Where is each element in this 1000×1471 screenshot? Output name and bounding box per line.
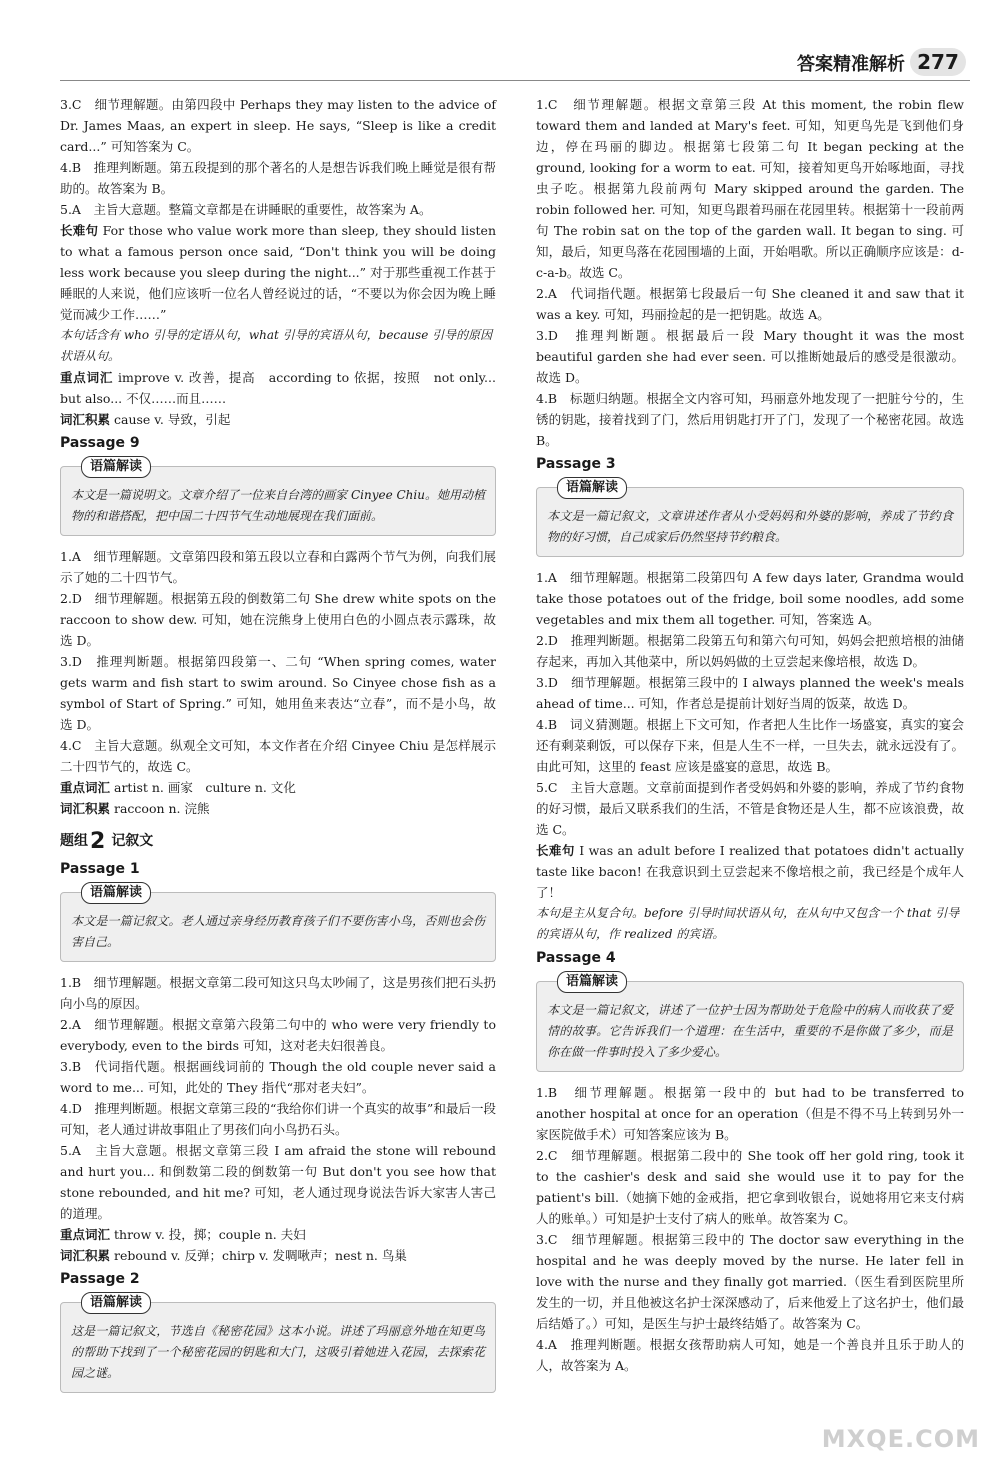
intro-label: 语篇解读	[557, 971, 627, 993]
key-words-text: throw v. 投，掷；couple n. 夫妇	[114, 1227, 306, 1242]
answer-item: 1.B 细节理解题。根据文章第二段可知这只鸟太吵闹了，这是男孩们把石头扔向小鸟的原因。	[60, 975, 496, 1011]
passage-2-intro: 这是一篇记叙文，节选自《秘密花园》这本小说。讲述了玛丽意外地在知更鸟的帮助下找到了一个秘密花园的钥匙和大门，这吸引着她进入花园，去探索花园之谜。	[71, 1324, 485, 1380]
passage-1-intro: 本文是一篇记叙文。老人通过亲身经历教育孩子们不要伤害小鸟，否则也会伤害自己。	[71, 914, 485, 949]
answer-item: 4.A 推理判断题。根据女孩帮助病人可知，她是一个善良并且乐于助人的人，故答案为 A。	[536, 1337, 964, 1373]
passage-4-intro: 本文是一篇记叙文，讲述了一位护士因为帮助处于危险中的病人而收获了爱情的故事。它告诉我们一个道理：在生活中，重要的不是你做了多少，而是你在做一件事时投入了多少爱心。	[547, 1003, 953, 1059]
passage-9-intro-box	[60, 459, 496, 536]
long-sentence-text: I was an adult before I realized that potatoes didn't actually taste like bacon! 在我意识到土豆尝起来不像培根之前，我已经是个成年人了！	[536, 843, 964, 900]
answer-item: 4.B 推理判断题。第五段提到的那个著名的人是想告诉我们晚上睡觉是很有帮助的。故答案为 B。	[60, 160, 496, 196]
answer-item: 3.C 细节理解题。根据第三段中的 The doctor saw everything in the hospital and he was deeply moved by the nurse. He later fell in love with the nurse and they finally got married.（医生看到医院里所发生的一切，并且他被这名护士深深感动了，后来他爱上了这名护士，他们最后结婚了。）可知，是医生与护士最终结婚了。故答案为 C。	[536, 1232, 964, 1331]
answer-item: 2.A 细节理解题。根据文章第六段第二句中的 who were very friendly to everybody, even to the birds 可知，这对老夫妇很善良。	[60, 1017, 496, 1053]
key-words-tag: 重点词汇	[60, 780, 111, 795]
answer-item: 3.D 细节理解题。根据第三段中的 I always planned the week's meals ahead of time... 可知，作者总是提前计划好当周的饭菜，故选 D。	[536, 675, 964, 711]
passage-4-title: Passage 4	[536, 950, 616, 966]
answer-item: 4.C 主旨大意题。纵观全文可知，本文作者在介绍 Cinyee Chiu 是怎样展示二十四节气的，故选 C。	[60, 738, 496, 774]
passage-3-intro-box	[536, 480, 964, 557]
right-column	[536, 94, 964, 1376]
long-sentence	[536, 840, 964, 903]
answer-item: 3.D 推理判断题。根据第四段第一、二句 “When spring comes, water gets warm and fish start to swim around. So Cinyee chose fish as a symbol of Start of Spring.” 可知，她用鱼来表达“立春”，而不是小鸟，故选 D。	[60, 654, 496, 732]
answer-item: 1.A 细节理解题。根据第二段第四句 A few days later, Grandma would take those potatoes out of the fridge, boil some noodles, add some vegetables and mix them all together. 可知，答案选 A。	[536, 570, 964, 627]
long-sentence-note: 本句话含有 who 引导的定语从句，what 引导的宾语从句，because 引导的原因状语从句。	[60, 328, 493, 363]
key-words	[60, 1224, 496, 1245]
vocab-text: cause v. 导致，引起	[114, 412, 231, 427]
watermark: MXQE.COM	[821, 1425, 980, 1453]
long-sentence-note: 本句是主从复合句。before 引导时间状语从句，在从句中又包含一个 that 引导的宾语从句，作 realized 的宾语。	[536, 906, 960, 941]
key-words-text: artist n. 画家 culture n. 文化	[114, 780, 296, 795]
page-header	[0, 0, 1000, 90]
answer-item: 4.D 推理判断题。根据文章第三段的“我给你们讲一个真实的故事”和最后一段可知，老人通过讲故事阻止了男孩们向小鸟扔石头。	[60, 1101, 496, 1137]
answer-item: 1.C 细节理解题。根据文章第三段 At this moment, the robin flew toward them and landed at Mary's feet. 可知，知更鸟先是飞到他们身边，停在玛丽的脚边。根据第七段第二句 It began pecking at the ground, looking for a worm to eat. 可知，接着知更鸟开始啄地面，寻找虫子吃。根据第九段前两句 Mary skipped around the garden. The robin followed her. 可知，知更鸟跟着玛丽在花园里转。根据第十一段前两句 The robin sat on the top of the garden wall. It began to sing. 可知，最后，知更鸟落在花园围墙的上面，开始唱歌。所以正确顺序应该是：d-c-a-b。故选 C。	[536, 97, 964, 280]
intro-label: 语篇解读	[557, 477, 627, 499]
group-prefix: 题组	[60, 833, 88, 849]
passage-1-title: Passage 1	[60, 861, 140, 877]
answer-item: 5.C 主旨大意题。文章前面提到作者受妈妈和外婆的影响，养成了节约食物的好习惯，最后又联系我们的生活，不管是食物还是人生，都不应该浪费，故选 C。	[536, 780, 964, 837]
passage-2-intro-box	[60, 1295, 496, 1393]
passage-2-title: Passage 2	[60, 1271, 140, 1287]
left-column	[60, 94, 496, 1403]
vocab-tag: 词汇积累	[60, 801, 111, 816]
vocab	[60, 798, 496, 819]
answer-item: 2.D 推理判断题。根据第二段第五句和第六句可知，妈妈会把煎培根的油储存起来，再加入其他菜中，所以妈妈做的土豆尝起来像培根，故选 D。	[536, 633, 964, 669]
answer-item: 4.B 词义猜测题。根据上下文可知，作者把人生比作一场盛宴，真实的宴会还有剩菜剩饭，可以保存下来，但是人生不一样，一旦失去，就永远没有了。由此可知，这里的 feast 应该是盛宴的意思，故选 B。	[536, 717, 964, 774]
answer-item: 3.B 代词指代题。根据画线词前的 Though the old couple never said a word to me... 可知，此处的 They 指代“那对老夫妇”。	[60, 1059, 496, 1095]
group-heading	[60, 831, 496, 852]
answer-item: 4.B 标题归纳题。根据全文内容可知，玛丽意外地发现了一把脏兮兮的，生锈的钥匙，接着找到了门，然后用钥匙打开了门，发现了一个秘密花园。故选 B。	[536, 391, 964, 448]
key-words	[60, 777, 496, 798]
long-sentence-text: For those who value work more than sleep, they should listen to what a famous person once said, “Don't think you will be doing less work because you sleep during the night...” 对于那些重视工作甚于睡眠的人来说，他们应该听一位名人曾经说过的话，“不要以为你会因为晚上睡觉而减少工作……”	[60, 223, 496, 322]
intro-label: 语篇解读	[81, 1292, 151, 1314]
group-title: 记叙文	[111, 833, 154, 849]
answer-item: 5.A 主旨大意题。整篇文章都是在讲睡眠的重要性，故答案为 A。	[60, 202, 432, 217]
header-title: 答案精准解析	[797, 54, 905, 75]
answer-item: 3.C 细节理解题。由第四段中 Perhaps they may listen to the advice of Dr. James Maas, an expert in sleep. He says, “Sleep is like a credit card...” 可知答案为 C。	[60, 97, 496, 154]
answer-item: 5.A 主旨大意题。根据文章第三段 I am afraid the stone will rebound and hurt you... 和倒数第二段的倒数第一句 But don't you see how that stone rebounded, and hit me? 可知，老人通过现身说法告诉大家害人害己的道理。	[60, 1143, 496, 1221]
key-words-tag: 重点词汇	[60, 370, 114, 385]
vocab-text: rebound v. 反弹；chirp v. 发啁啾声；nest n. 鸟巢	[114, 1248, 407, 1263]
passage-9-title: Passage 9	[60, 435, 140, 451]
vocab-tag: 词汇积累	[60, 1248, 111, 1263]
key-words-text: improve v. 改善，提高 according to 依据，按照 not only... but also... 不仅……而且……	[60, 370, 496, 406]
long-sentence-tag: 长难句	[536, 843, 575, 858]
passage-1-intro-box	[60, 885, 496, 962]
answer-item: 1.A 细节理解题。文章第四段和第五段以立春和白露两个节气为例，向我们展示了她的二十四节气。	[60, 549, 496, 585]
answer-item: 1.B 细节理解题。根据第一段中的 but had to be transferred to another hospital at once for an operation（但是不得不马上转到另外一家医院做手术）可知答案应该为 B。	[536, 1085, 964, 1142]
answer-item: 2.D 细节理解题。根据第五段的倒数第二句 She drew white spots on the raccoon to show dew. 可知，她在浣熊身上使用白色的小圆点表示露珠，故选 D。	[60, 591, 496, 648]
passage-4-intro-box	[536, 974, 964, 1072]
passage-3-intro: 本文是一篇记叙文，文章讲述作者从小受妈妈和外婆的影响，养成了节约食物的好习惯，自己成家后仍然坚持节约粮食。	[547, 509, 953, 544]
long-sentence-tag: 长难句	[60, 223, 99, 238]
answer-item: 3.D 推理判断题。根据最后一段 Mary thought it was the most beautiful garden she had ever seen. 可以推断她最后的感受是很激动。故选 D。	[536, 328, 964, 385]
answer-item: 2.C 细节理解题。根据第二段中的 She took off her gold ring, took it to the cashier's desk and said she would use it to pay for the patient's bill.（她摘下她的金戒指，把它拿到收银台，说她将用它来支付病人的账单。）可知是护士支付了病人的账单。故答案为 C。	[536, 1148, 964, 1226]
page-number: 277	[910, 48, 966, 76]
group-number: 2	[90, 829, 106, 854]
passage-9-intro: 本文是一篇说明文。文章介绍了一位来自台湾的画家 Cinyee Chiu。她用动植物的和谐搭配，把中国二十四节气生动地展现在我们面前。	[71, 488, 485, 523]
intro-label: 语篇解读	[81, 456, 151, 478]
intro-label: 语篇解读	[81, 882, 151, 904]
vocab-text: raccoon n. 浣熊	[114, 801, 210, 816]
header-rule	[60, 80, 970, 81]
vocab-tag: 词汇积累	[60, 412, 111, 427]
key-words-tag: 重点词汇	[60, 1227, 111, 1242]
long-sentence	[60, 220, 496, 325]
answer-item: 2.A 代词指代题。根据第七段最后一句 She cleaned it and saw that it was a key. 可知，玛丽捡起的是一把钥匙。故选 A。	[536, 286, 964, 322]
vocab	[60, 409, 496, 430]
passage-3-title: Passage 3	[536, 456, 616, 472]
vocab	[60, 1245, 496, 1266]
key-words	[60, 367, 496, 409]
